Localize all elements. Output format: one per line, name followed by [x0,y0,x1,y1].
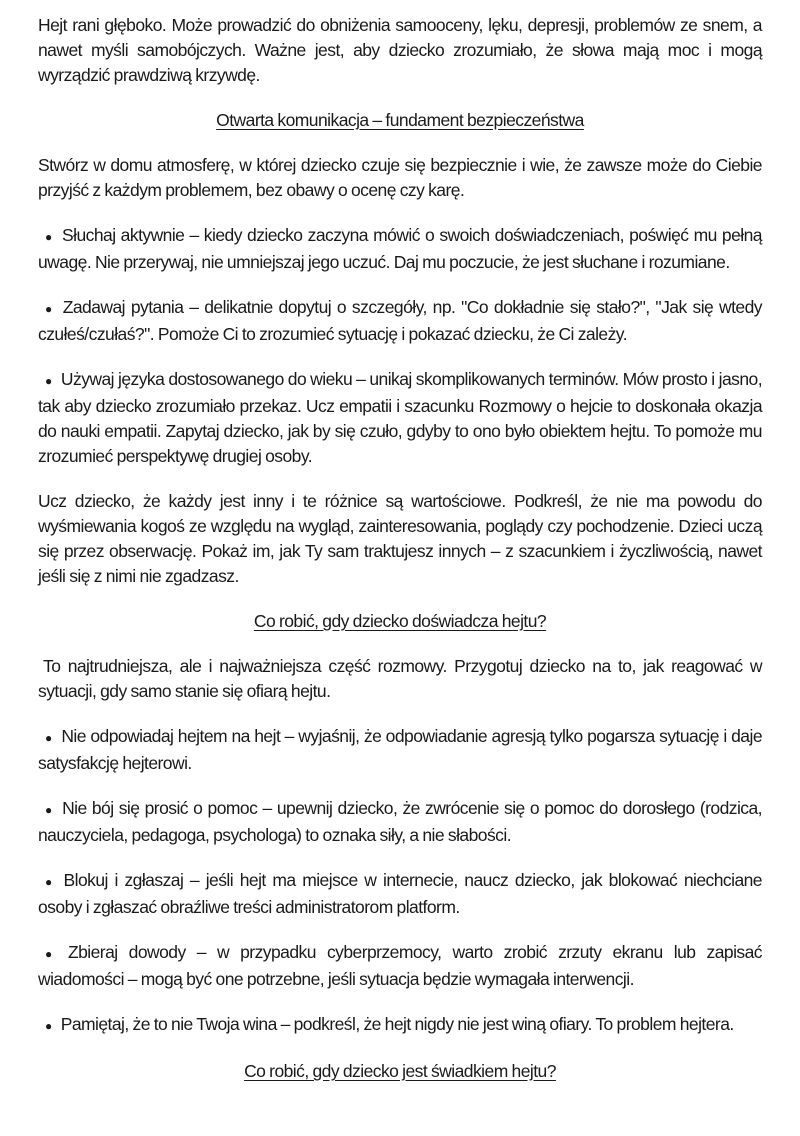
bullet-marker-icon: ● [45,1019,52,1033]
bullet-item-ask-questions [38,295,762,347]
paragraph-home-atmosphere: Stwórz w domu atmosferę, w której dziecko czuje się bezpiecznie i wie, że zawsze może do Ciebie przyjść z każdym problemem, bez obawy o ocenę czy karę. [38,155,762,200]
bullet-marker-icon: ● [45,374,52,388]
bullet-marker-icon: ● [45,947,59,961]
bullet-item-ask-for-help [38,796,762,848]
bullet-text: Zbieraj dowody – w przypadku cyberprzemocy, warto zrobić zrzuty ekranu lub zapisać wiadomości – mogą być one potrzebne, jeśli sytuacja będzie wymagała interwencji. [38,942,763,989]
bullet-item-block-and-report [38,868,762,920]
section-heading-child-witnesses-hate: Co robić, gdy dziecko jest świadkiem hejtu? [244,1061,556,1081]
paragraph-hardest-part: To najtrudniejsza, ale i najważniejsza część rozmowy. Przygotuj dziecko na to, jak reagować w sytuacji, gdy samo stanie się ofiarą hejtu. [38,656,762,701]
bullet-text: Nie odpowiadaj hejtem na hejt – wyjaśnij, że odpowiadanie agresją tylko pogarsza sytuację i daje satysfakcję hejterowi. [38,726,763,773]
bullet-marker-icon: ● [45,230,54,244]
section-heading-child-experiences-hate: Co robić, gdy dziecko doświadcza hejtu? [253,611,547,631]
paragraph-teach-differences: Ucz dziecko, że każdy jest inny i te różnice są wartościowe. Podkreśl, że nie ma powodu do wyśmiewania kogoś ze względu na wygląd, zainteresowania, poglądy czy pochodzenie. Dzieci uczą się przez obserwację. Pokaż im, jak Ty sam traktujesz innych – z szacunkiem i życzliwością, nawet jeśli się z nimi nie zgadzasz. [38,491,762,586]
bullet-item-age-appropriate-language [38,367,762,469]
bullet-text: Zadawaj pytania – delikatnie dopytuj o szczegóły, np. "Co dokładnie się stało?", "Jak się wtedy czułeś/czułaś?". Pomoże Ci to zrozumieć sytuację i pokazać dziecku, że Ci zależy. [38,297,763,344]
bullet-text: Używaj języka dostosowanego do wieku – unikaj skomplikowanych terminów. Mów prosto i jasno, tak aby dziecko zrozumiało przekaz. Ucz empatii i szacunku Rozmowy o hejcie to doskonała okazja do nauki empatii. Zapytaj dziecko, jak by się czuło, gdyby to ono było obiektem hejtu. To pomoże mu zrozumieć perspektywę drugiej osoby. [38,369,763,466]
section-heading-open-communication: Otwarta komunikacja – fundament bezpieczeństwa [216,110,584,130]
bullet-item-not-your-fault [38,1012,762,1039]
bullet-marker-icon: ● [45,875,55,889]
bullet-text: Pamiętaj, że to nie Twoja wina – podkreśl, że hejt nigdy nie jest winą ofiary. To problem hejtera. [60,1014,734,1034]
bullet-item-listen-actively [38,223,762,275]
bullet-marker-icon: ● [45,302,54,316]
bullet-item-collect-evidence [38,940,762,992]
paragraph-intro-impact: Hejt rani głęboko. Może prowadzić do obniżenia samooceny, lęku, depresji, problemów ze snem, a nawet myśli samobójczych. Ważne jest, aby dziecko zrozumiało, że słowa mają moc i mogą wyrządzić prawdziwą krzywdę. [38,15,762,85]
bullet-marker-icon: ● [45,803,54,817]
bullet-text: Nie bój się prosić o pomoc – upewnij dziecko, że zwrócenie się o pomoc do dorosłego (rodzica, nauczyciela, pedagoga, psychologa) to oznaka siły, a nie słabości. [38,798,762,845]
bullet-text: Słuchaj aktywnie – kiedy dziecko zaczyna mówić o swoich doświadczeniach, poświęć mu pełną uwagę. Nie przerywaj, nie umniejszaj jego uczuć. Daj mu poczucie, że jest słuchane i rozumiane. [38,225,762,272]
bullet-text: Blokuj i zgłaszaj – jeśli hejt ma miejsce w internecie, naucz dziecko, jak blokować niechciane osoby i zgłaszać obraźliwe treści administratorom platform. [38,870,762,917]
bullet-item-dont-respond-with-hate [38,724,762,776]
bullet-marker-icon: ● [45,731,53,745]
